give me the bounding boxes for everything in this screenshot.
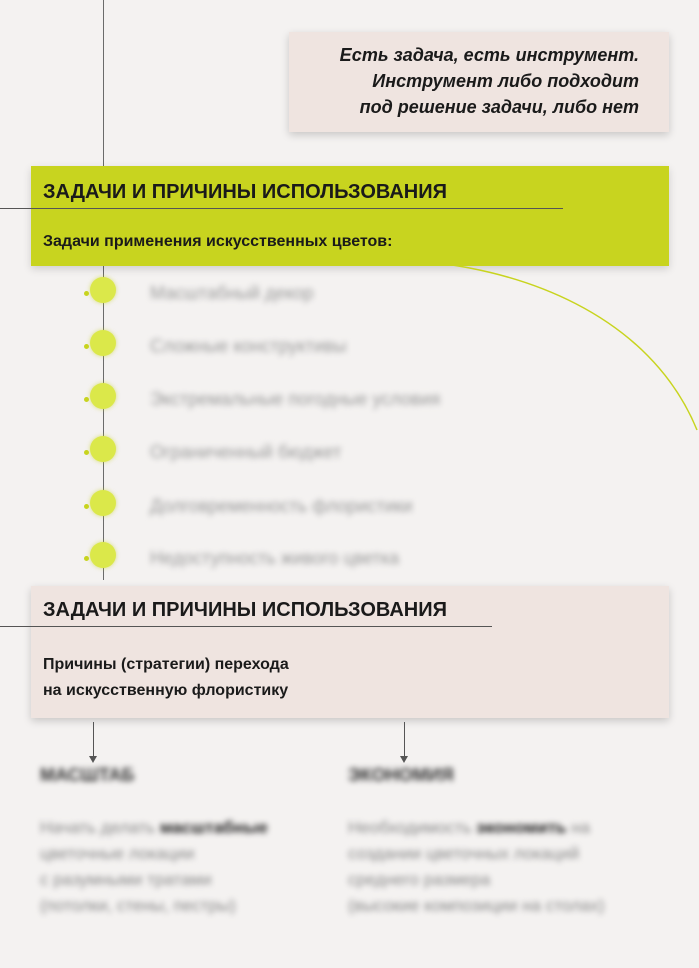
bullet-circle-icon bbox=[90, 277, 116, 303]
task-label: Долговременность флористики bbox=[150, 496, 413, 516]
task-label: Экстремальные погодные условия bbox=[150, 389, 441, 409]
section-subtitle-line-1: Причины (стратегии) перехода bbox=[43, 656, 289, 673]
list-item bbox=[0, 326, 560, 366]
bullet-circle-icon bbox=[90, 542, 116, 568]
arrow-line bbox=[93, 722, 94, 758]
bullet-dot-icon bbox=[84, 291, 89, 296]
arrow-down-icon bbox=[400, 756, 408, 763]
list-item bbox=[0, 432, 560, 472]
arrow-down-icon bbox=[89, 756, 97, 763]
divider-line bbox=[0, 626, 492, 627]
list-item bbox=[0, 486, 560, 526]
tasks-section-header bbox=[31, 166, 669, 266]
column-text-scale: Начать делать масштабные цветочные локации с разумными тратами (потолки, стены, пестры) bbox=[40, 818, 268, 915]
note-line-2: Инструмент либо подходит bbox=[372, 71, 639, 91]
bullet-circle-icon bbox=[90, 436, 116, 462]
list-item bbox=[0, 379, 560, 419]
column-title-scale: МАСШТАБ bbox=[40, 765, 135, 785]
list-item bbox=[0, 273, 560, 313]
task-label: Недоступность живого цветка bbox=[150, 548, 400, 568]
arrow-line bbox=[404, 722, 405, 758]
bullet-dot-icon bbox=[84, 504, 89, 509]
bullet-circle-icon bbox=[90, 383, 116, 409]
bullet-circle-icon bbox=[90, 330, 116, 356]
divider-line bbox=[0, 208, 563, 209]
bullet-dot-icon bbox=[84, 397, 89, 402]
section-title: ЗАДАЧИ И ПРИЧИНЫ ИСПОЛЬЗОВАНИЯ bbox=[43, 181, 447, 203]
task-label: Сложные конструктивы bbox=[150, 336, 347, 356]
section-subtitle: Задачи применения искусственных цветов: bbox=[43, 233, 393, 250]
reasons-section-header bbox=[31, 586, 669, 718]
bullet-circle-icon bbox=[90, 490, 116, 516]
bullet-dot-icon bbox=[84, 344, 89, 349]
list-item bbox=[0, 538, 560, 578]
section-subtitle-line-2: на искусственную флористику bbox=[43, 682, 289, 699]
note-line-1: Есть задача, есть инструмент. bbox=[339, 45, 639, 65]
bullet-dot-icon bbox=[84, 556, 89, 561]
bullet-dot-icon bbox=[84, 450, 89, 455]
task-label: Ограниченный бюджет bbox=[150, 442, 342, 462]
section-title: ЗАДАЧИ И ПРИЧИНЫ ИСПОЛЬЗОВАНИЯ bbox=[43, 599, 447, 621]
note-line-3: под решение задачи, либо нет bbox=[359, 97, 639, 117]
task-label: Масштабный декор bbox=[150, 283, 314, 303]
column-text-economy: Необходимость экономить на создании цветочных локаций среднего размера (высокие композиции на столах) bbox=[348, 818, 605, 915]
quote-note bbox=[289, 32, 669, 132]
column-title-economy: ЭКОНОМИЯ bbox=[348, 765, 454, 785]
